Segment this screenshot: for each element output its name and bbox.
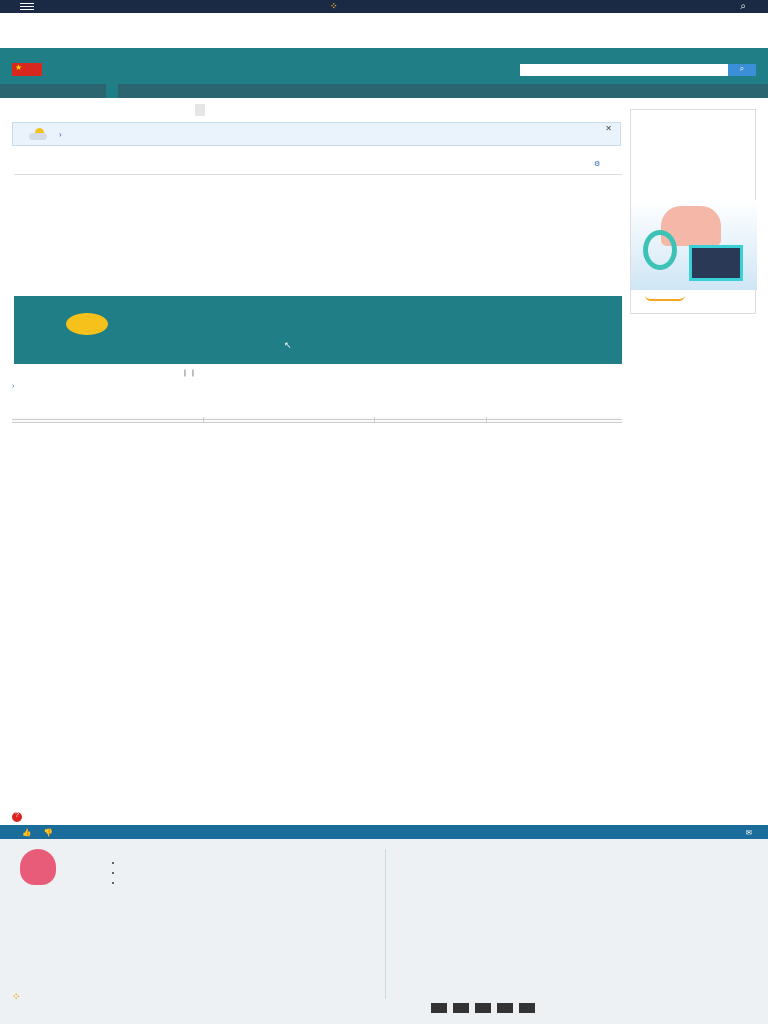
help-link[interactable] bbox=[12, 810, 28, 822]
col-sunrise bbox=[540, 420, 589, 423]
facebook-icon[interactable] bbox=[431, 1003, 447, 1013]
col-icon bbox=[40, 420, 64, 423]
ad-headphones-image bbox=[643, 230, 677, 270]
col-day bbox=[12, 420, 40, 423]
partly-cloudy-icon bbox=[29, 128, 45, 140]
benefit-item bbox=[122, 859, 322, 866]
day-detail-panel bbox=[14, 296, 622, 364]
benefit-item bbox=[122, 869, 322, 876]
forecast-table bbox=[12, 417, 622, 423]
footer-logo[interactable] bbox=[12, 992, 23, 1003]
advertisement[interactable] bbox=[630, 109, 756, 314]
col-chance bbox=[375, 420, 427, 423]
thumbs-up-icon[interactable]: 👍 bbox=[22, 828, 32, 837]
col-temperature bbox=[64, 420, 141, 423]
logo-dots-icon: ⁘ bbox=[330, 1, 338, 11]
top-bar bbox=[0, 0, 768, 13]
benefit-item bbox=[122, 879, 322, 886]
feedback-bar bbox=[0, 825, 768, 839]
col-amount bbox=[427, 420, 487, 423]
close-icon[interactable]: ✕ bbox=[605, 124, 612, 133]
supporter-heart-icon bbox=[20, 849, 56, 885]
col-humidity bbox=[315, 420, 375, 423]
col-feels bbox=[203, 420, 244, 423]
col-wind bbox=[244, 420, 291, 423]
china-flag-icon bbox=[12, 63, 42, 76]
footer-divider bbox=[385, 849, 386, 999]
ad-tablet-image bbox=[689, 245, 743, 281]
see-more-current-link[interactable]: › bbox=[59, 130, 62, 139]
supporter-benefits bbox=[122, 859, 322, 889]
wind-arrow-icon: ↖ bbox=[284, 340, 292, 350]
col-sunset bbox=[590, 420, 622, 423]
linkedin-icon[interactable] bbox=[475, 1003, 491, 1013]
col-wind-dir bbox=[291, 420, 315, 423]
col-weather bbox=[141, 420, 203, 423]
social-icons bbox=[431, 1003, 541, 1015]
youtube-icon[interactable] bbox=[519, 1003, 535, 1013]
x-icon[interactable] bbox=[453, 1003, 469, 1013]
col-uv bbox=[487, 420, 541, 423]
question-icon: ? bbox=[12, 812, 22, 822]
current-weather-banner bbox=[12, 122, 621, 146]
amazon-smile-icon bbox=[645, 295, 685, 301]
contact-us-button[interactable] bbox=[746, 828, 752, 837]
weather-overview-link[interactable]: › bbox=[12, 381, 15, 390]
search-icon[interactable]: ⌕ bbox=[740, 1, 746, 12]
logo-dots-icon: ⁘ bbox=[12, 992, 21, 1003]
instagram-icon[interactable] bbox=[497, 1003, 513, 1013]
gear-icon: ⚙ bbox=[594, 161, 601, 168]
nav-weather[interactable] bbox=[106, 84, 118, 98]
forecast-graph bbox=[14, 174, 622, 296]
footer bbox=[0, 839, 768, 1024]
tab-14-day-forecast[interactable] bbox=[195, 104, 205, 116]
search-icon: ⌕ bbox=[739, 64, 745, 73]
hamburger-menu-icon[interactable] bbox=[20, 3, 34, 10]
main-nav bbox=[0, 84, 768, 98]
city-search-input[interactable] bbox=[520, 64, 728, 76]
site-logo[interactable] bbox=[330, 1, 341, 12]
unit-selector[interactable] bbox=[594, 160, 600, 168]
thumbs-down-icon[interactable]: 👎 bbox=[43, 828, 53, 837]
week-nav: | | bbox=[184, 368, 194, 377]
city-search-button[interactable] bbox=[728, 64, 756, 76]
sun-icon bbox=[66, 313, 108, 335]
mail-icon: ✉ bbox=[745, 828, 752, 837]
